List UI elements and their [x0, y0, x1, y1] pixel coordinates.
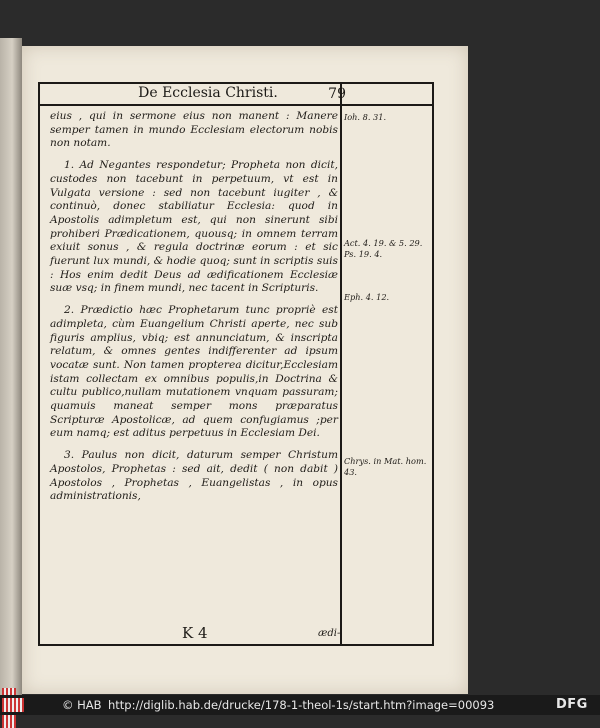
hab-logo-icon — [2, 698, 24, 712]
previous-page-edge — [0, 38, 22, 698]
signature-mark: K 4 — [182, 624, 208, 642]
catchword: ædi- — [318, 628, 341, 639]
paragraph: 1. Ad Negantes respondetur; Propheta non dicit, custodes non tacebunt in perpetuum, vt est in Vulgata versione : sed non tacebunt iugiter , & continuò, donec stabiliatur Ecclesia: quod in Apostolis adimpletum est, qui non sinerunt sibi prohiberi Prædicationem, quousq; in omnem terram exiuit sonus , & regula doctrinæ eorum : et sic fuerunt lux mundi, & hodie quoq; sunt in scriptis suis : Hos enim dedit Deus ad ædificationem Ecclesiæ suæ vsq; in finem mundi, nec tacent in Scripturis. — [50, 159, 338, 295]
source-url-link[interactable]: http://diglib.hab.de/drucke/178-1-theol-1s/start.htm?image=00093 — [108, 698, 495, 712]
body-text — [50, 110, 338, 512]
paragraph: 3. Paulus non dicit, daturum semper Christum Apostolos, Prophetas : sed ait, dedit ( non dabit ) Apostolos , Prophetas , Euangelistas , in opus administrationis, — [50, 449, 338, 503]
margin-note: Chrys. in Mat. hom. 43. — [344, 456, 427, 477]
margin-note: Eph. 4. 12. — [344, 292, 390, 302]
margin-note: Act. 4. 19. & 5. 29. Ps. 19. 4. — [344, 238, 423, 259]
margin-rule — [340, 82, 342, 644]
header-rule — [38, 104, 432, 106]
paragraph: 2. Prædictio hæc Prophetarum tunc propriè est adimpleta, cùm Euangelium Christi aperte, nec sub figuris amplius, vbiq; est annunciatum, & inscripta relatum, & omnes gentes indifferenter ad ipsum vocatæ sunt. Non tamen propterea dicitur,Ecclesiam istam collectam ex omnibus populis,in Doctrina & cultu publico,nullam mutationem vnquam passuram; quamuis maneat semper mons præparatus Scripturæ Apostolicæ, ad quem confugiamus ;per eum namq; est aditus perpetuus in Ecclesiam Dei. — [50, 304, 338, 440]
page-number: 79 — [328, 86, 346, 102]
book-page — [22, 46, 468, 694]
footer-bar — [0, 695, 600, 715]
copyright-text: © HAB — [62, 698, 102, 712]
paragraph: eius , qui in sermone eius non manent : Manere semper tamen in mundo Ecclesiam electorum nobis non notam. — [50, 110, 338, 150]
running-title: De Ecclesia Christi. — [138, 85, 278, 101]
margin-note: Ioh. 8. 31. — [344, 112, 387, 122]
dfg-logo: DFG — [556, 697, 588, 712]
